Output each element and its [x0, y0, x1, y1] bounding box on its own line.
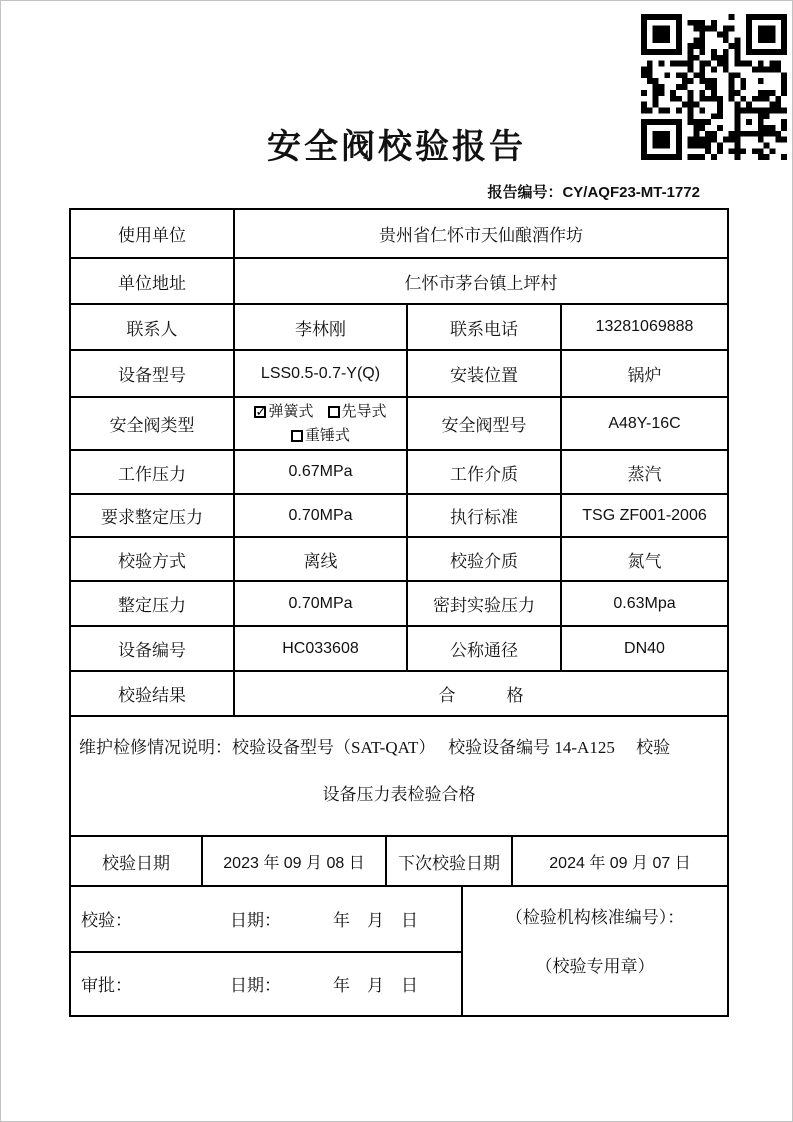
- value-required-set-pressure: 0.70MPa: [233, 495, 406, 536]
- label-set-pressure: 整定压力: [118, 596, 186, 615]
- value-unit-address: 仁怀市茅台镇上坪村: [233, 259, 727, 303]
- signature-ymd: 年 月 日: [333, 976, 418, 996]
- label-unit-address: 单位地址: [118, 273, 186, 293]
- value-standard: TSG ZF001-2006: [560, 495, 727, 536]
- value-device-number: HC033608: [233, 627, 406, 670]
- label-calibration-date: 校验日期: [102, 853, 170, 873]
- label-valve-type: 安全阀类型: [109, 416, 195, 435]
- check-mark-icon: ✓: [255, 404, 267, 420]
- label-contact-phone: 联系电话: [406, 305, 560, 349]
- signature-date-label: 日期：: [230, 911, 281, 931]
- dates-row: [71, 835, 727, 885]
- value-set-pressure: 0.70MPa: [233, 582, 406, 625]
- table-row: [71, 670, 727, 715]
- option-weight-type: [291, 424, 350, 448]
- option-label: 弹簧式: [268, 403, 314, 420]
- stamp-cell: [461, 887, 727, 1015]
- label-required-set-pressure: 要求整定压力: [101, 508, 203, 527]
- report-number-value: CY/AQF23-MT-1772: [562, 184, 700, 201]
- valve-type-options: [233, 398, 406, 449]
- maintenance-row: [71, 715, 727, 835]
- label-contact: 联系人: [126, 319, 178, 339]
- checkbox-unchecked-icon: [291, 430, 303, 442]
- signature-row-calibrator: [71, 887, 461, 951]
- value-valve-model: A48Y-16C: [560, 398, 727, 449]
- value-device-model: LSS0.5-0.7-Y(Q): [233, 351, 406, 396]
- value-working-pressure: 0.67MPa: [233, 451, 406, 493]
- table-row: [71, 257, 727, 303]
- signature-rows: [71, 887, 461, 1015]
- value-nominal-diameter: DN40: [560, 627, 727, 670]
- report-table: [69, 208, 729, 1017]
- label-install-location: 安装位置: [406, 351, 560, 396]
- table-row: [71, 210, 727, 257]
- signature-role: 审批：: [81, 976, 132, 996]
- maintenance-note: [71, 717, 727, 835]
- value-contact: 李林刚: [233, 305, 406, 349]
- option-pilot-type: [328, 400, 387, 424]
- checkbox-checked-icon: [254, 406, 266, 418]
- value-calibration-method: 离线: [233, 538, 406, 580]
- table-row: [71, 536, 727, 580]
- value-contact-phone: 13281069888: [560, 305, 727, 349]
- signature-date-label: 日期：: [230, 976, 281, 996]
- label-calibration-method: 校验方式: [118, 551, 186, 571]
- stamp-line1: （检验机构核准编号）：: [505, 908, 685, 927]
- label-calibration-medium: 校验介质: [406, 538, 560, 580]
- table-row: [71, 449, 727, 493]
- maintenance-line2: 设备压力表检验合格: [322, 785, 476, 804]
- label-use-unit: 使用单位: [118, 226, 186, 245]
- label-seal-test-pressure: 密封实验压力: [406, 582, 560, 625]
- page-title: 安全阀校验报告: [267, 129, 526, 166]
- signature-role: 校验：: [81, 911, 132, 931]
- label-working-medium: 工作介质: [406, 451, 560, 493]
- value-use-unit: 贵州省仁怀市天仙酿酒作坊: [233, 210, 727, 257]
- value-seal-test-pressure: 0.63Mpa: [560, 582, 727, 625]
- report-number-label: 报告编号：: [487, 185, 563, 201]
- checkbox-unchecked-icon: [328, 406, 340, 418]
- label-nominal-diameter: 公称通径: [406, 627, 560, 670]
- maintenance-line1: 维护检修情况说明：校验设备型号（SAT-QAT） 校验设备编号 14-A125 校验: [79, 738, 671, 757]
- stamp-line2: （校验专用章）: [535, 957, 655, 976]
- report-number-line: [1, 181, 792, 202]
- valve-type-line1: [254, 400, 386, 424]
- value-next-calibration-date: 2024 年 09 月 07 日: [511, 837, 727, 885]
- signature-ymd: 年 月 日: [333, 911, 418, 931]
- value-calibration-date: 2023 年 09 月 08 日: [201, 837, 385, 885]
- table-row: [71, 493, 727, 536]
- value-install-location: 锅炉: [560, 351, 727, 396]
- label-standard: 执行标准: [406, 495, 560, 536]
- value-calibration-result: 合 格: [233, 672, 727, 715]
- valve-type-line2: [291, 424, 350, 448]
- label-device-number: 设备编号: [118, 641, 186, 660]
- signature-row-approver: [71, 951, 461, 1015]
- table-row: [71, 580, 727, 625]
- table-row: [71, 396, 727, 449]
- label-device-model: 设备型号: [118, 366, 186, 385]
- table-row: [71, 303, 727, 349]
- label-next-calibration-date: 下次校验日期: [385, 837, 511, 885]
- label-valve-model: 安全阀型号: [406, 398, 560, 449]
- signature-block: [71, 885, 727, 1015]
- table-row: [71, 625, 727, 670]
- option-label: 先导式: [341, 403, 387, 420]
- label-working-pressure: 工作压力: [118, 464, 186, 484]
- table-row: [71, 349, 727, 396]
- option-label: 重锤式: [304, 427, 350, 444]
- value-working-medium: 蒸汽: [560, 451, 727, 493]
- value-calibration-medium: 氮气: [560, 538, 727, 580]
- label-calibration-result: 校验结果: [118, 686, 186, 705]
- option-spring-type: [254, 400, 313, 424]
